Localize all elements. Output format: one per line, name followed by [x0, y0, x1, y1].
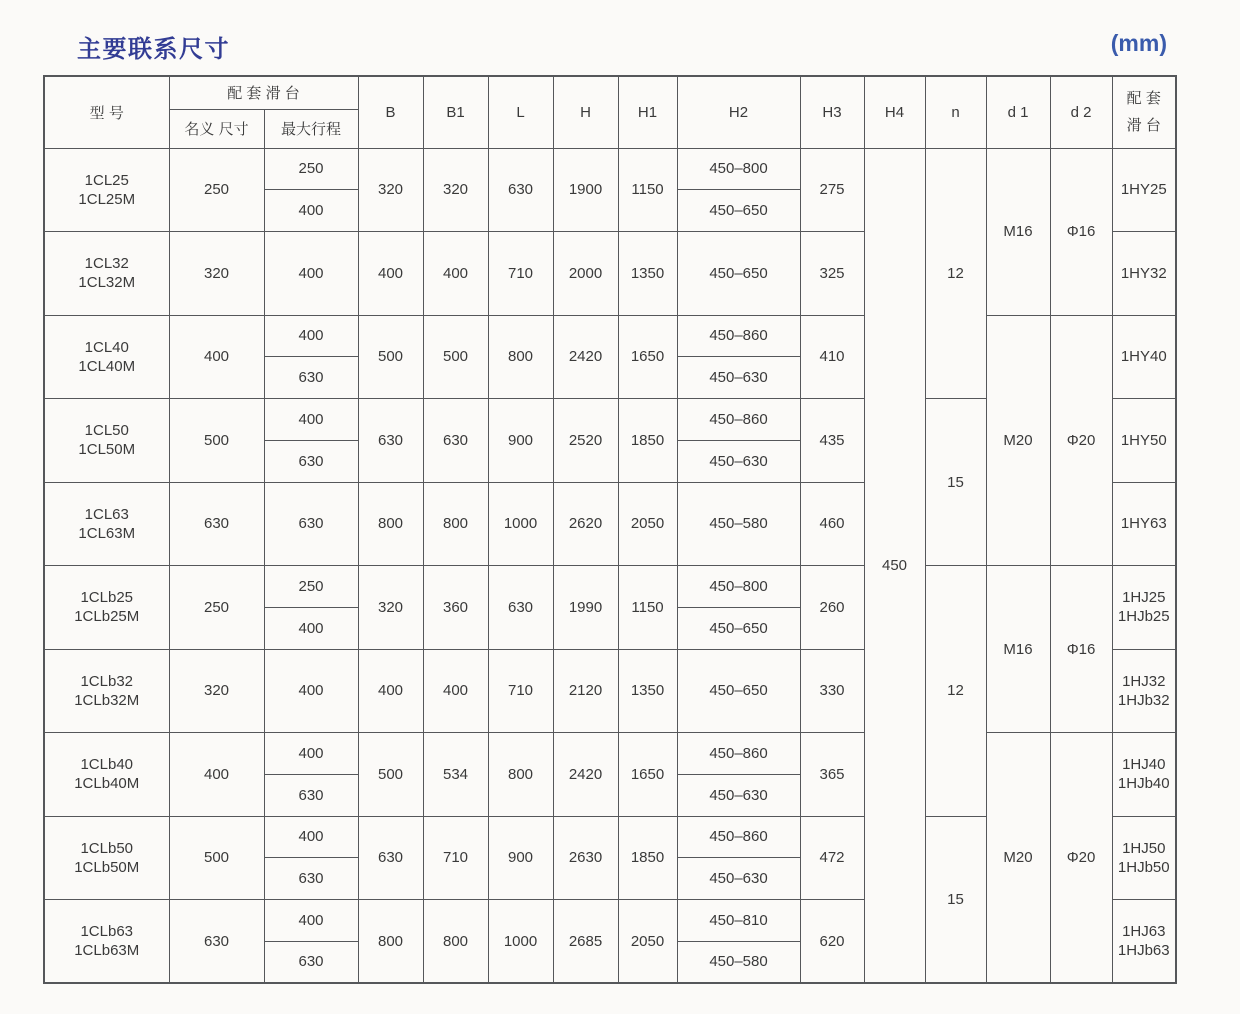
header-B: B [358, 76, 423, 148]
dimension-spec-table [43, 75, 1177, 984]
model-cell: 1CLb25 1CLb25M [44, 566, 169, 650]
nominal-cell: 400 [169, 315, 264, 399]
H2-cell: 450–630 [677, 357, 800, 399]
slide-cell: 1HJ40 1HJb40 [1112, 733, 1176, 817]
n-merged-cell: 15 [925, 399, 986, 566]
H3-cell: 472 [800, 816, 864, 900]
header-n: n [925, 76, 986, 148]
H3-cell: 275 [800, 148, 864, 232]
stroke-cell: 400 [264, 607, 358, 649]
H3-cell: 410 [800, 315, 864, 399]
B1-cell: 800 [423, 900, 488, 984]
L-cell: 1000 [488, 900, 553, 984]
header-H3: H3 [800, 76, 864, 148]
L-cell: 1000 [488, 482, 553, 566]
slide-cell: 1HJ50 1HJb50 [1112, 816, 1176, 900]
model-cell: 1CL25 1CL25M [44, 148, 169, 232]
model-cell: 1CLb40 1CLb40M [44, 733, 169, 817]
nominal-cell: 320 [169, 232, 264, 316]
L-cell: 800 [488, 733, 553, 817]
header-L: L [488, 76, 553, 148]
B-cell: 630 [358, 399, 423, 483]
H-cell: 2420 [553, 733, 618, 817]
H2-cell: 450–630 [677, 858, 800, 900]
nominal-cell: 250 [169, 148, 264, 232]
table-row [44, 566, 1176, 608]
B1-cell: 400 [423, 649, 488, 733]
nominal-cell: 400 [169, 733, 264, 817]
H2-cell: 450–630 [677, 774, 800, 816]
B1-cell: 320 [423, 148, 488, 232]
nominal-cell: 500 [169, 399, 264, 483]
L-cell: 630 [488, 148, 553, 232]
B-cell: 500 [358, 733, 423, 817]
stroke-cell: 400 [264, 190, 358, 232]
slide-cell: 1HY40 [1112, 315, 1176, 399]
H2-cell: 450–650 [677, 607, 800, 649]
H1-cell: 2050 [618, 482, 677, 566]
d1-merged-cell: M16 [986, 148, 1050, 315]
H-cell: 2120 [553, 649, 618, 733]
H-cell: 2000 [553, 232, 618, 316]
model-cell: 1CL40 1CL40M [44, 315, 169, 399]
H1-cell: 1150 [618, 148, 677, 232]
unit-label: (mm) [1110, 30, 1167, 56]
B1-cell: 500 [423, 315, 488, 399]
H3-cell: 435 [800, 399, 864, 483]
B-cell: 400 [358, 649, 423, 733]
H2-cell: 450–860 [677, 733, 800, 775]
H3-cell: 330 [800, 649, 864, 733]
B-cell: 500 [358, 315, 423, 399]
H1-cell: 1650 [618, 315, 677, 399]
n-merged-cell: 15 [925, 816, 986, 983]
stroke-cell: 400 [264, 816, 358, 858]
d1-merged-cell: M16 [986, 566, 1050, 733]
header-d2: d 2 [1050, 76, 1112, 148]
d1-merged-cell: M20 [986, 733, 1050, 984]
table-row [44, 148, 1176, 190]
nominal-cell: 250 [169, 566, 264, 650]
header-H2: H2 [677, 76, 800, 148]
header-slide-group: 配 套 滑 台 [169, 76, 358, 109]
stroke-cell: 630 [264, 858, 358, 900]
B1-cell: 710 [423, 816, 488, 900]
H2-cell: 450–580 [677, 941, 800, 983]
H-cell: 2630 [553, 816, 618, 900]
H3-cell: 260 [800, 566, 864, 650]
nominal-cell: 630 [169, 482, 264, 566]
B1-cell: 534 [423, 733, 488, 817]
stroke-cell: 630 [264, 482, 358, 566]
slide-cell: 1HY32 [1112, 232, 1176, 316]
B-cell: 400 [358, 232, 423, 316]
page-title: 主要联系尺寸 [77, 36, 230, 63]
H1-cell: 1850 [618, 816, 677, 900]
slide-cell: 1HJ25 1HJb25 [1112, 566, 1176, 650]
H3-cell: 325 [800, 232, 864, 316]
model-cell: 1CL50 1CL50M [44, 399, 169, 483]
L-cell: 900 [488, 816, 553, 900]
stroke-cell: 630 [264, 357, 358, 399]
H2-cell: 450–650 [677, 190, 800, 232]
stroke-cell: 630 [264, 941, 358, 983]
H2-cell: 450–650 [677, 649, 800, 733]
H2-cell: 450–650 [677, 232, 800, 316]
H-cell: 2685 [553, 900, 618, 984]
H2-cell: 450–810 [677, 900, 800, 942]
d2-merged-cell: Φ20 [1050, 315, 1112, 566]
H1-cell: 1650 [618, 733, 677, 817]
header-slide-col: 配 套 滑 台 [1112, 76, 1176, 148]
model-cell: 1CLb63 1CLb63M [44, 900, 169, 984]
B-cell: 800 [358, 482, 423, 566]
nominal-cell: 500 [169, 816, 264, 900]
H3-cell: 460 [800, 482, 864, 566]
d2-merged-cell: Φ20 [1050, 733, 1112, 984]
H-cell: 2520 [553, 399, 618, 483]
H2-cell: 450–860 [677, 816, 800, 858]
B1-cell: 800 [423, 482, 488, 566]
stroke-cell: 400 [264, 232, 358, 316]
L-cell: 630 [488, 566, 553, 650]
L-cell: 900 [488, 399, 553, 483]
header-H1: H1 [618, 76, 677, 148]
header-d1: d 1 [986, 76, 1050, 148]
H2-cell: 450–800 [677, 148, 800, 190]
slide-cell: 1HY25 [1112, 148, 1176, 232]
table-row [44, 733, 1176, 775]
L-cell: 710 [488, 232, 553, 316]
slide-cell: 1HY63 [1112, 482, 1176, 566]
H1-cell: 2050 [618, 900, 677, 984]
H1-cell: 1850 [618, 399, 677, 483]
model-cell: 1CL32 1CL32M [44, 232, 169, 316]
header-max-stroke: 最大行程 [264, 109, 358, 148]
slide-cell: 1HJ63 1HJb63 [1112, 900, 1176, 984]
header-H4: H4 [864, 76, 925, 148]
header-nominal-size: 名义 尺寸 [169, 109, 264, 148]
B-cell: 320 [358, 566, 423, 650]
H1-cell: 1350 [618, 232, 677, 316]
stroke-cell: 400 [264, 315, 358, 357]
H-cell: 2620 [553, 482, 618, 566]
model-cell: 1CLb32 1CLb32M [44, 649, 169, 733]
nominal-cell: 630 [169, 900, 264, 984]
stroke-cell: 250 [264, 148, 358, 190]
L-cell: 710 [488, 649, 553, 733]
stroke-cell: 630 [264, 774, 358, 816]
H1-cell: 1150 [618, 566, 677, 650]
stroke-cell: 400 [264, 399, 358, 441]
B-cell: 320 [358, 148, 423, 232]
H-cell: 1990 [553, 566, 618, 650]
B1-cell: 360 [423, 566, 488, 650]
B-cell: 630 [358, 816, 423, 900]
stroke-cell: 250 [264, 566, 358, 608]
model-cell: 1CL63 1CL63M [44, 482, 169, 566]
H2-cell: 450–860 [677, 399, 800, 441]
H4-merged-cell: 450 [864, 148, 925, 983]
B-cell: 800 [358, 900, 423, 984]
H1-cell: 1350 [618, 649, 677, 733]
nominal-cell: 320 [169, 649, 264, 733]
model-cell: 1CLb50 1CLb50M [44, 816, 169, 900]
H2-cell: 450–800 [677, 566, 800, 608]
table-row [44, 315, 1176, 357]
stroke-cell: 400 [264, 900, 358, 942]
header-H: H [553, 76, 618, 148]
d2-merged-cell: Φ16 [1050, 148, 1112, 315]
n-merged-cell: 12 [925, 148, 986, 399]
d2-merged-cell: Φ16 [1050, 566, 1112, 733]
H3-cell: 620 [800, 900, 864, 984]
B1-cell: 630 [423, 399, 488, 483]
header-B1: B1 [423, 76, 488, 148]
H-cell: 1900 [553, 148, 618, 232]
d1-merged-cell: M20 [986, 315, 1050, 566]
stroke-cell: 630 [264, 440, 358, 482]
header-model: 型 号 [44, 76, 169, 148]
n-merged-cell: 12 [925, 566, 986, 817]
H-cell: 2420 [553, 315, 618, 399]
stroke-cell: 400 [264, 649, 358, 733]
slide-cell: 1HY50 [1112, 399, 1176, 483]
L-cell: 800 [488, 315, 553, 399]
H2-cell: 450–630 [677, 440, 800, 482]
B1-cell: 400 [423, 232, 488, 316]
slide-cell: 1HJ32 1HJb32 [1112, 649, 1176, 733]
stroke-cell: 400 [264, 733, 358, 775]
H2-cell: 450–860 [677, 315, 800, 357]
H2-cell: 450–580 [677, 482, 800, 566]
H3-cell: 365 [800, 733, 864, 817]
